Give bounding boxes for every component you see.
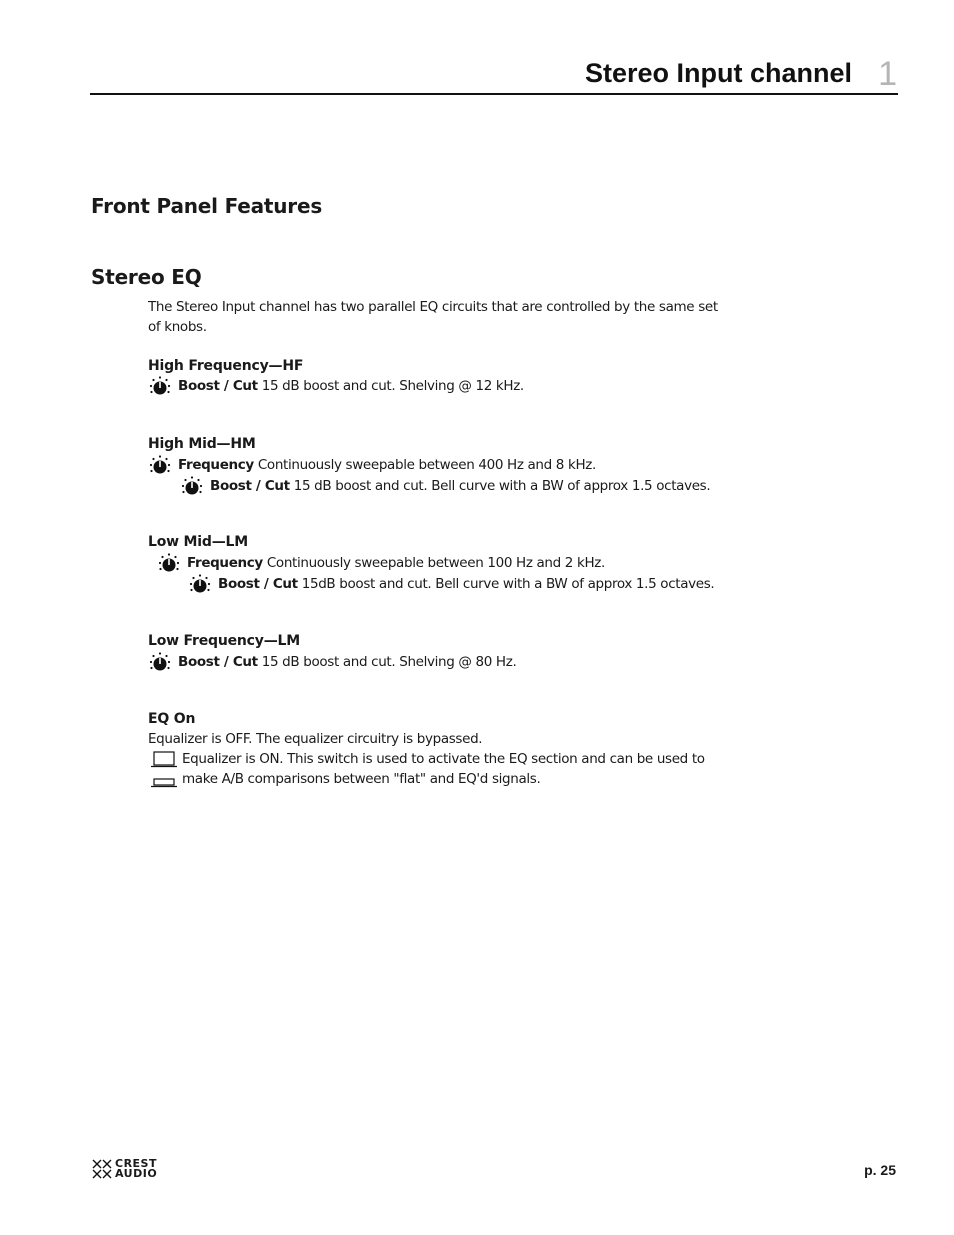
lm-freq-label: Frequency — [187, 555, 263, 571]
lm-boost-text: 15dB boost and cut. Bell curve with a BW of approx 1.5 octaves. — [301, 576, 715, 592]
chapter-number: 1 — [878, 55, 897, 93]
page-number: p. 25 — [864, 1162, 896, 1178]
hf-title: High Frequency—HF — [148, 358, 304, 374]
knob-icon — [148, 453, 172, 477]
lf-boost-row — [148, 650, 516, 674]
lf-boost-text: 15 dB boost and cut. Shelving @ 80 Hz. — [261, 654, 517, 670]
lf-title: Low Frequency—LM — [148, 633, 300, 649]
page-title: Stereo Input channel — [584, 58, 852, 88]
section-title: Front Panel Features — [91, 194, 323, 218]
hm-boost-text: 15 dB boost and cut. Bell curve with a BW of approx 1.5 octaves. — [293, 478, 711, 494]
hm-boost-row — [180, 474, 710, 498]
header-divider — [90, 93, 898, 95]
eq-title: Stereo EQ — [91, 265, 202, 289]
eq-on-text-2: make A/B comparisons between "flat" and EQ'd signals. — [182, 771, 541, 787]
switch-up-icon — [150, 750, 178, 768]
eq-off-text: Equalizer is OFF. The equalizer circuitry is bypassed. — [148, 731, 483, 747]
lf-boost-label: Boost / Cut — [178, 654, 258, 670]
hm-freq-text: Continuously sweepable between 400 Hz and 8 kHz. — [257, 457, 596, 473]
hf-boost-text: 15 dB boost and cut. Shelving @ 12 kHz. — [261, 378, 524, 394]
switch-down-icon — [150, 770, 178, 788]
eq-on-text-1: Equalizer is ON. This switch is used to activate the EQ section and can be used to — [182, 751, 705, 767]
knob-icon — [180, 474, 204, 498]
hm-freq-label: Frequency — [178, 457, 254, 473]
lm-boost-row — [188, 572, 714, 596]
eq-on-row-2 — [150, 770, 540, 788]
knob-icon — [148, 374, 172, 398]
lm-title: Low Mid—LM — [148, 534, 248, 550]
knob-icon — [157, 551, 181, 575]
crest-audio-logo-icon — [91, 1158, 113, 1180]
crest-audio-logo — [91, 1158, 157, 1180]
hf-boost-label: Boost / Cut — [178, 378, 258, 394]
hf-boost-row — [148, 374, 524, 398]
lm-freq-text: Continuously sweepable between 100 Hz and 2 kHz. — [266, 555, 605, 571]
logo-line-1: CREST — [115, 1157, 157, 1170]
eq-on-row-1 — [150, 750, 705, 768]
hm-boost-label: Boost / Cut — [210, 478, 290, 494]
knob-icon — [188, 572, 212, 596]
logo-line-2: AUDIO — [115, 1167, 158, 1180]
lm-boost-label: Boost / Cut — [218, 576, 298, 592]
hm-title: High Mid—HM — [148, 436, 256, 452]
eq-intro: The Stereo Input channel has two parallel EQ circuits that are controlled by the same set of knobs. — [148, 299, 718, 335]
knob-icon — [148, 650, 172, 674]
eq-on-title: EQ On — [148, 711, 196, 727]
